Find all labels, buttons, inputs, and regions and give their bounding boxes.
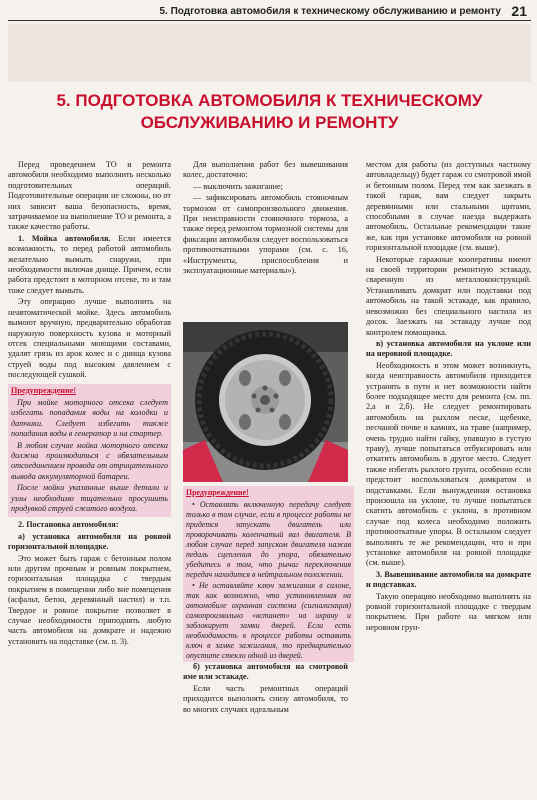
warning-text: • Оставлять включенную передачу следует только в том случае, если в процессе работы не придется запускать двигатель или проворачивать коленчатый вал двигателя. В любом случае перед запуском двигателя нажав педаль сцепления до упора, обязательно убедитесь в том, что рычаг переключения передач находится в нейтральном положении. [186, 500, 351, 579]
warning-text: После мойки указанные выше детали и узлы необходимо тщательно просушить продувкой струей сжатого воздуха. [11, 483, 168, 513]
warning-text: • Не оставляйте ключ зажигания в салоне, так как возможно, что установленная на автомобиле охранная система (сигнализация) самопроизвольно «встанет» на охрану и заблокирует замки дверей. Если есть необходимость в процессе работы оставить ключ в замке зажигания, то предварительно опустите стекло одной из дверей. [186, 581, 351, 660]
paragraph-text: Если имеется возможность, то перед работой автомобиль желательно вымыть снаружи, при необходимости включая днище. Причем, если работа предстоит в моторном отсеке, то и там тоже следует вымыть. [8, 233, 171, 295]
column-1 [8, 160, 171, 794]
warning-text: В любом случае мойка моторного отсека должна производиться с обязательным отсоединением провода от отрицательного вывода аккумуляторной батареи. [11, 440, 168, 481]
paragraph: местом для работы (из доступных частному автовладельцу) будет гараж со смотровой ямой и бетонным полом. Перед тем как заезжать в такой гараж, вам следует закрыть деревянными или стальными щитами, способными в случае наезда выдержать автомобиль. Остальные рекомендации такие же, как при установке автомобиля на ровной горизонтальной площадке (см. выше). [366, 160, 531, 253]
warning-title: Предупреждение! [11, 385, 77, 395]
column-3 [366, 160, 531, 794]
subsection-heading: в) установка автомобиля на уклоне или на неровной площадке. [366, 338, 531, 359]
wheel-chock-illustration [183, 322, 348, 482]
paragraph: Это может быть гараж с бетонным полом или другим прочным и ровным покрытием, горизонтальная площадка с твердым покрытием в помещении либо вне помещения (асфальт, бетон, деревянный настил) и т.п. Твердое и ровное покрытие позволяет в случае необходимости приподнять любую часть автомобиля на домкрате и надежно установить на подставке (см. п. 3). [8, 553, 171, 646]
running-header [8, 4, 531, 21]
subsection-heading: а) установка автомобиля на ровной горизонтальной площадке. [8, 531, 171, 552]
list-item: — выключить зажигание; [193, 181, 283, 191]
paragraph: Некоторые гаражные кооперативы имеют на своей территории ремонтную эстакаду, сваренную из металлоконструкций. Устанавливать домкрат или подставки под автомобиль на такой эстакаде, как правило, невозможно без специального настила из досок. Заезжать на эстакаду лучше под контролем помощника. [366, 254, 531, 337]
subsection-heading: б) установка автомобиля на смотровой яме или эстакаде. [183, 662, 348, 682]
section-heading: 3. Вывешивание автомобиля на домкрате и подставках. [366, 569, 531, 590]
warning-box [183, 486, 354, 662]
page-number: 21 [511, 3, 527, 19]
paragraph: Такую операцию необходимо выполнять на ровной горизонтальной площадке с твердым покрытием. При работе на мягком или неровном грун- [366, 591, 531, 632]
paragraph: Для выполнения работ без вывешивания колес, достаточно: [183, 160, 348, 180]
paragraph: Необходимость в этом может возникнуть, когда неисправность автомобиля приходится устранять в пути и нет возможности найти более подходящее место для ремонта (см. пп. 2,а и 2,б). Не следует ремонтировать автомобиль на рыхлом песке, щебенке, песчаной почве и камнях, на траве (например, очень трудно найти гайку, упавшую в густую траву), лучше попытаться отбуксировать или откатить автомобиль в другое место. Следует также избегать рыхлого грунта, особенно если предстоит воспользоваться домкратом и подставками. Если вынужденная остановка произошла на уклоне, то лучше попытаться скатить автомобиль с уклона, в противном случае под колеса необходимо положить противооткатные упоры. В остальном следует выполнять те же рекомендации, что и при установке автомобиля на ровной площадке (см. выше). [366, 360, 531, 568]
wheel-chock-photo [183, 322, 348, 482]
warning-box [8, 384, 171, 518]
paragraph [8, 234, 171, 296]
paragraph: Эту операцию лучше выполнить на неавтоматической мойке. Здесь автомобиль вымоют вручную, предварительно обработав наружную поверхность кузова и моторный отсек специальными моющими составами, удалят грязь из арок колес и с днища кузова струей воды под высоким давлением с последующей сушкой. [8, 297, 171, 380]
paragraph: Если часть ремонтных операций приходится выполнять снизу автомобиля, то во многих случаях идеальным [183, 683, 348, 714]
warning-title: Предупреждение! [186, 488, 249, 497]
list-item: — зафиксировать автомобиль стояночным тормозом от самопроизвольного движения. При неисправности стояночного тормоза, а также перед ремонтом тормозной системы для фиксации автомобиля следует воспользоваться противооткатными упорами (см. с. 16, «Инструменты, приспособления и эксплуатационные материалы»). [183, 193, 348, 276]
column-2-bottom [183, 662, 348, 796]
paragraph: Перед проведением ТО и ремонта автомобиля необходимо выполнить несколько подготовительных операций. Подготовительные операции не сложны, но от них зависит ваша безопасность, время, затрачиваемое на выполнение ТО и ремонта, а также качество работы. [8, 160, 171, 232]
section-heading: 1. Мойка автомобиля. [18, 233, 111, 243]
warning-text: При мойке моторного отсека следует избегать попадания воды на колодки и датчики. Следует избегать также попадания воды в генератор и на стартер. [11, 397, 168, 439]
section-heading: 2. Постановка автомобиля: [18, 520, 119, 530]
header-title: 5. Подготовка автомобиля к техническому обслуживанию и ремонту [159, 6, 501, 17]
bleed-through-strip [8, 24, 531, 82]
column-2-top [183, 160, 348, 320]
chapter-title: 5. ПОДГОТОВКА АВТОМОБИЛЯ К ТЕХНИЧЕСКОМУ ОБСЛУЖИВАНИЮ И РЕМОНТУ [56, 91, 483, 132]
